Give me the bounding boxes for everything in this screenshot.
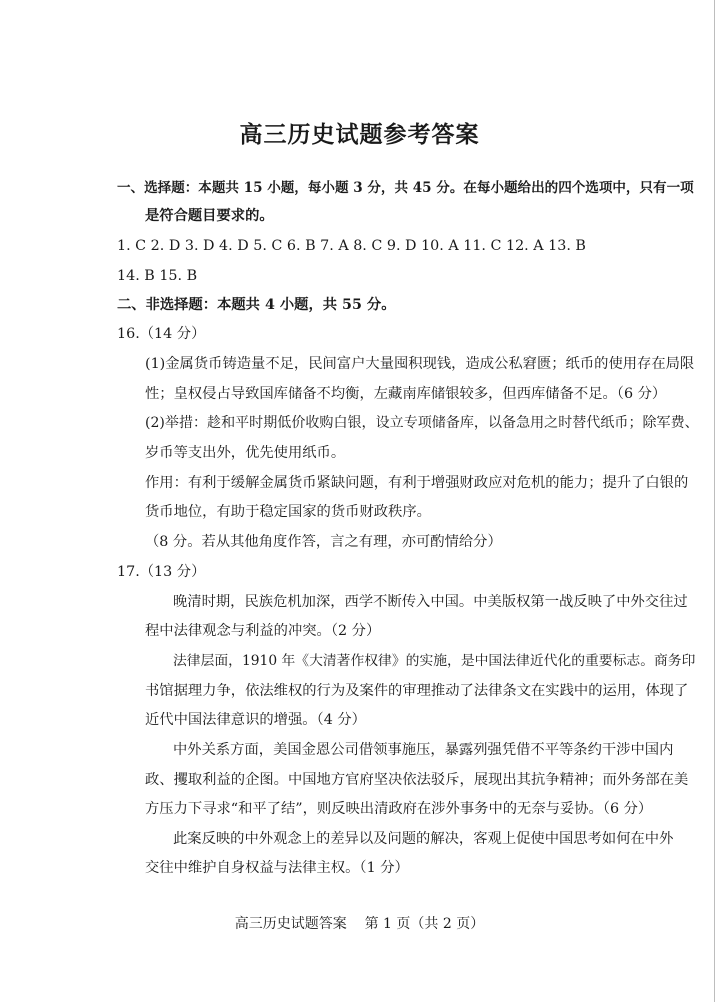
page-title: 高三历史试题参考答案 xyxy=(239,121,480,148)
q16-p2-line1: (2)举措：趁和平时期低价收购白银，设立专项储备库，以备急用之时替代纸币；除军费、 xyxy=(145,415,699,431)
section1-heading-line2: 是符合题目要求的。 xyxy=(145,208,274,224)
page-footer: 高三历史试题答案 第 1 页（共 2 页） xyxy=(234,916,485,932)
q17-p1-line2: 程中法律观念与利益的冲突。（2 分） xyxy=(145,623,381,639)
q16-p3-line1: 作用：有利于缓解金属货币紧缺问题，有利于增强财政应对危机的能力；提升了白银的 xyxy=(145,475,689,491)
q17-p2-line2: 书馆据理力争，依法维权的行为及案件的审理推动了法律条文在实践中的运用，体现了 xyxy=(145,683,689,699)
q17-p3-line1: 中外关系方面，美国金恩公司借领事施压，暴露列强凭借不平等条约干涉中国内 xyxy=(173,742,674,758)
q17-label: 17.（13 分） xyxy=(117,564,206,580)
q17-p2-line1: 法律层面，1910 年《大清著作权律》的实施，是中国法律近代化的重要标志。商务印 xyxy=(173,653,696,669)
q17-p3-line2: 政、攫取利益的企图。中国地方官府坚决依法驳斥，展现出其抗争精神；而外务部在美 xyxy=(145,772,689,788)
q17-p3-line3: 方压力下寻求“和平了结”，则反映出清政府在涉外事务中的无奈与妥协。（6 分） xyxy=(145,801,653,817)
section1-heading-line1: 一、选择题：本题共 15 小题，每小题 3 分，共 45 分。在每小题给出的四个选项中，只有一项 xyxy=(117,180,694,196)
q16-p1-line1: (1)金属货币铸造量不足，民间富户大量囤积现钱，造成公私窘匮；纸币的使用存在局限 xyxy=(145,356,695,372)
q16-p2-line2: 岁币等支出外，优先使用纸币。 xyxy=(145,445,346,461)
q16-p3-line2: 货币地位，有助于稳定国家的货币财政秩序。 xyxy=(145,504,431,520)
section2-heading: 二、非选择题：本题共 4 小题，共 55 分。 xyxy=(117,297,396,313)
page-edge-rule xyxy=(714,0,715,1002)
choice-answers-line2: 14. B 15. B xyxy=(117,268,198,284)
choice-answers-line1: 1. C 2. D 3. D 4. D 5. C 6. B 7. A 8. C 9. D 10. A 11. C 12. A 13. B xyxy=(117,238,586,254)
q17-p1-line1: 晚清时期，民族危机加深，西学不断传入中国。中美版权第一战反映了中外交往过 xyxy=(173,594,688,610)
q17-p2-line3: 近代中国法律意识的增强。（4 分） xyxy=(145,712,366,728)
q16-p1-line2: 性；皇权侵占导致国库储备不均衡，左藏南库储银较多，但西库储备不足。（6 分） xyxy=(145,386,667,402)
q16-scoring-note: （8 分。若从其他角度作答，言之有理，亦可酌情给分） xyxy=(145,534,502,550)
q17-p4-line1: 此案反映的中外观念上的差异以及问题的解决，客观上促使中国思考如何在中外 xyxy=(173,831,674,847)
q16-label: 16.（14 分） xyxy=(117,326,206,342)
q17-p4-line2: 交往中维护自身权益与法律主权。（1 分） xyxy=(145,860,409,876)
